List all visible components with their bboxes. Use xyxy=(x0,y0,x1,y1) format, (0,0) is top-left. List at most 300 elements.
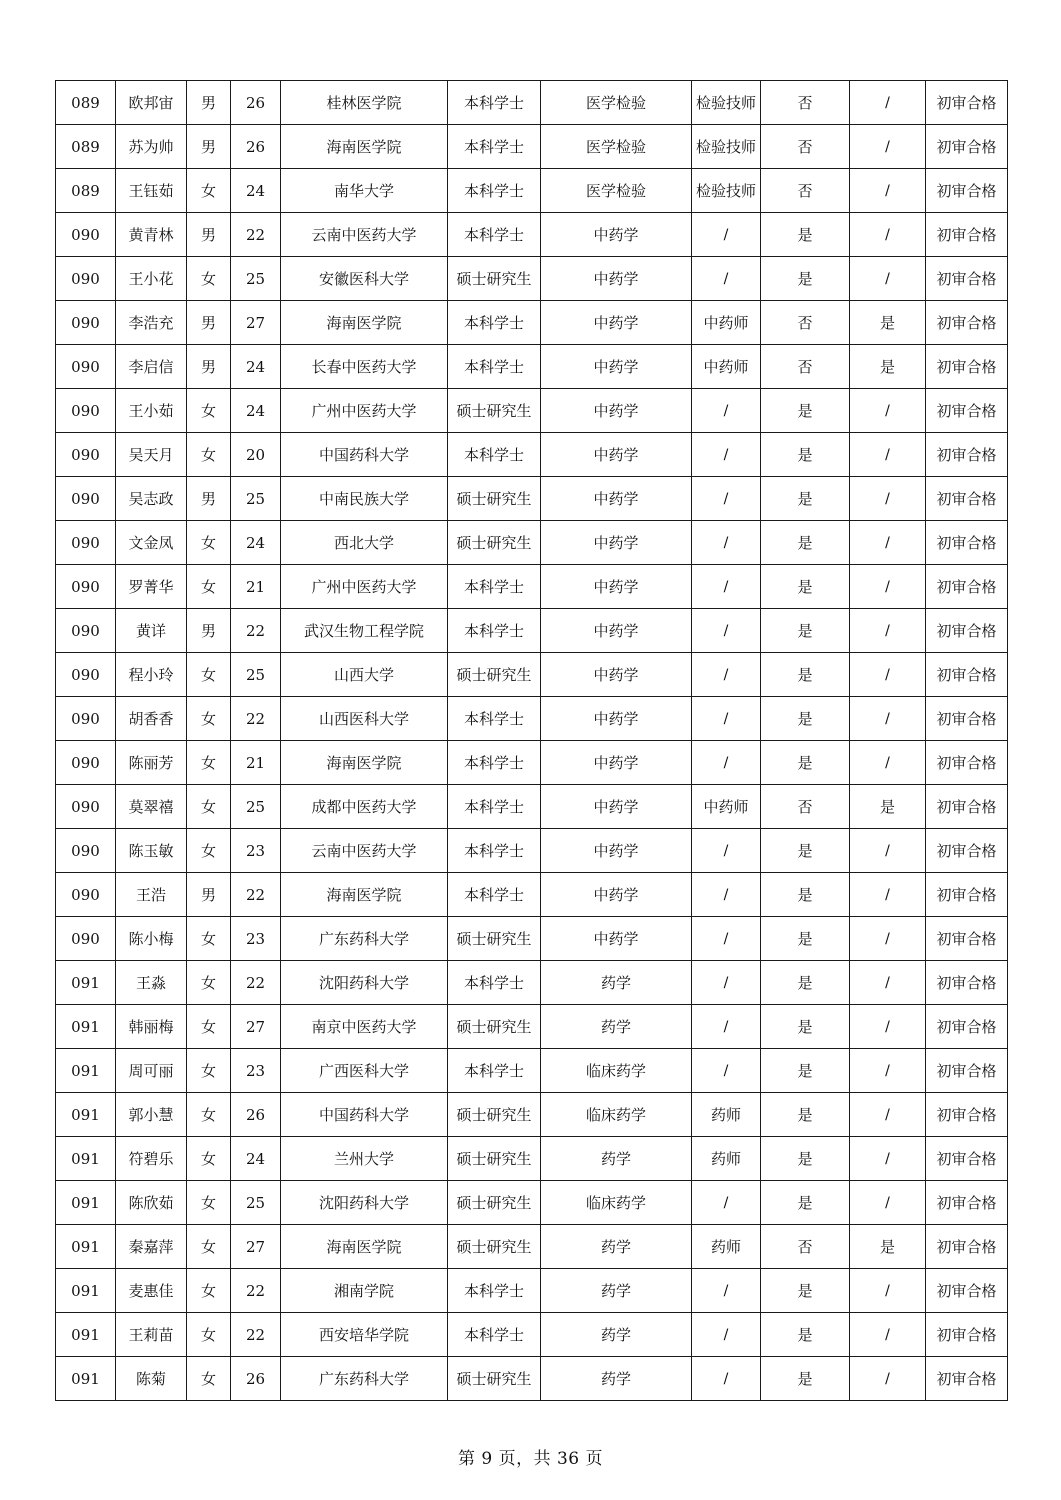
cell-qualification-certificate: / xyxy=(692,1269,761,1313)
cell-fresh-graduate: 是 xyxy=(761,389,850,433)
cell-major: 中药学 xyxy=(541,257,692,301)
cell-applicant-name: 吴志政 xyxy=(116,477,187,521)
cell-gender: 女 xyxy=(187,257,231,301)
cell-gender: 女 xyxy=(187,169,231,213)
cell-review-result: 初审合格 xyxy=(926,565,1008,609)
cell-school: 山西医科大学 xyxy=(281,697,448,741)
cell-applicant-name: 王莉苗 xyxy=(116,1313,187,1357)
cell-qualification-certificate: / xyxy=(692,1005,761,1049)
cell-applicant-name: 欧邦宙 xyxy=(116,81,187,125)
cell-position-code: 090 xyxy=(56,829,116,873)
cell-position-code: 091 xyxy=(56,1225,116,1269)
cell-local-hospital-experience: / xyxy=(850,477,926,521)
cell-age: 21 xyxy=(231,741,281,785)
cell-qualification-certificate: / xyxy=(692,697,761,741)
cell-local-hospital-experience: 是 xyxy=(850,301,926,345)
cell-school: 中南民族大学 xyxy=(281,477,448,521)
cell-age: 23 xyxy=(231,829,281,873)
cell-position-code: 090 xyxy=(56,653,116,697)
cell-review-result: 初审合格 xyxy=(926,125,1008,169)
cell-gender: 男 xyxy=(187,301,231,345)
table-row xyxy=(56,829,1008,873)
cell-position-code: 089 xyxy=(56,169,116,213)
cell-age: 21 xyxy=(231,565,281,609)
cell-qualification-certificate: 药师 xyxy=(692,1093,761,1137)
cell-school: 南京中医药大学 xyxy=(281,1005,448,1049)
table-row xyxy=(56,301,1008,345)
cell-position-code: 090 xyxy=(56,257,116,301)
cell-qualification-certificate: 中药师 xyxy=(692,345,761,389)
cell-school: 成都中医药大学 xyxy=(281,785,448,829)
cell-major: 临床药学 xyxy=(541,1181,692,1225)
table-row xyxy=(56,565,1008,609)
table-row xyxy=(56,785,1008,829)
cell-school: 武汉生物工程学院 xyxy=(281,609,448,653)
cell-degree: 本科学士 xyxy=(448,873,541,917)
cell-local-hospital-experience: / xyxy=(850,125,926,169)
table-row xyxy=(56,433,1008,477)
table-body xyxy=(56,81,1008,1401)
cell-fresh-graduate: 是 xyxy=(761,873,850,917)
cell-review-result: 初审合格 xyxy=(926,697,1008,741)
table-row xyxy=(56,1049,1008,1093)
cell-age: 20 xyxy=(231,433,281,477)
cell-major: 中药学 xyxy=(541,213,692,257)
cell-review-result: 初审合格 xyxy=(926,609,1008,653)
cell-major: 中药学 xyxy=(541,829,692,873)
cell-fresh-graduate: 是 xyxy=(761,1313,850,1357)
cell-review-result: 初审合格 xyxy=(926,653,1008,697)
cell-qualification-certificate: / xyxy=(692,741,761,785)
cell-gender: 女 xyxy=(187,521,231,565)
cell-fresh-graduate: 是 xyxy=(761,829,850,873)
cell-major: 中药学 xyxy=(541,433,692,477)
cell-position-code: 091 xyxy=(56,1093,116,1137)
cell-fresh-graduate: 是 xyxy=(761,477,850,521)
cell-age: 26 xyxy=(231,81,281,125)
cell-fresh-graduate: 是 xyxy=(761,609,850,653)
cell-local-hospital-experience: / xyxy=(850,1005,926,1049)
cell-fresh-graduate: 否 xyxy=(761,345,850,389)
table-row xyxy=(56,1005,1008,1049)
cell-position-code: 091 xyxy=(56,961,116,1005)
cell-gender: 男 xyxy=(187,81,231,125)
cell-applicant-name: 秦嘉萍 xyxy=(116,1225,187,1269)
cell-major: 临床药学 xyxy=(541,1049,692,1093)
cell-degree: 本科学士 xyxy=(448,301,541,345)
cell-local-hospital-experience: / xyxy=(850,81,926,125)
cell-school: 中国药科大学 xyxy=(281,1093,448,1137)
cell-gender: 男 xyxy=(187,125,231,169)
cell-degree: 本科学士 xyxy=(448,213,541,257)
cell-degree: 本科学士 xyxy=(448,81,541,125)
cell-applicant-name: 韩丽梅 xyxy=(116,1005,187,1049)
cell-school: 海南医学院 xyxy=(281,301,448,345)
cell-major: 药学 xyxy=(541,1005,692,1049)
cell-qualification-certificate: / xyxy=(692,389,761,433)
cell-age: 25 xyxy=(231,257,281,301)
cell-fresh-graduate: 是 xyxy=(761,1049,850,1093)
table-row xyxy=(56,169,1008,213)
table-row xyxy=(56,741,1008,785)
cell-major: 医学检验 xyxy=(541,125,692,169)
cell-degree: 硕士研究生 xyxy=(448,917,541,961)
cell-age: 22 xyxy=(231,873,281,917)
cell-fresh-graduate: 是 xyxy=(761,521,850,565)
cell-gender: 女 xyxy=(187,785,231,829)
cell-gender: 女 xyxy=(187,565,231,609)
cell-local-hospital-experience: / xyxy=(850,521,926,565)
cell-fresh-graduate: 是 xyxy=(761,917,850,961)
cell-age: 22 xyxy=(231,213,281,257)
cell-school: 海南医学院 xyxy=(281,873,448,917)
cell-school: 云南中医药大学 xyxy=(281,213,448,257)
cell-fresh-graduate: 是 xyxy=(761,257,850,301)
cell-review-result: 初审合格 xyxy=(926,433,1008,477)
cell-gender: 女 xyxy=(187,917,231,961)
cell-school: 广东药科大学 xyxy=(281,1357,448,1401)
cell-local-hospital-experience: / xyxy=(850,1313,926,1357)
cell-gender: 女 xyxy=(187,1005,231,1049)
cell-position-code: 090 xyxy=(56,213,116,257)
cell-degree: 本科学士 xyxy=(448,1313,541,1357)
cell-local-hospital-experience: / xyxy=(850,917,926,961)
cell-degree: 硕士研究生 xyxy=(448,477,541,521)
cell-review-result: 初审合格 xyxy=(926,257,1008,301)
cell-degree: 硕士研究生 xyxy=(448,521,541,565)
cell-gender: 女 xyxy=(187,1049,231,1093)
cell-school: 广州中医药大学 xyxy=(281,565,448,609)
table-row xyxy=(56,1225,1008,1269)
cell-age: 24 xyxy=(231,169,281,213)
cell-fresh-graduate: 否 xyxy=(761,1225,850,1269)
cell-position-code: 090 xyxy=(56,433,116,477)
cell-fresh-graduate: 是 xyxy=(761,565,850,609)
cell-age: 24 xyxy=(231,521,281,565)
cell-review-result: 初审合格 xyxy=(926,81,1008,125)
cell-age: 22 xyxy=(231,609,281,653)
cell-review-result: 初审合格 xyxy=(926,1269,1008,1313)
table-row xyxy=(56,697,1008,741)
cell-review-result: 初审合格 xyxy=(926,301,1008,345)
cell-review-result: 初审合格 xyxy=(926,1005,1008,1049)
cell-major: 中药学 xyxy=(541,477,692,521)
cell-age: 23 xyxy=(231,917,281,961)
cell-fresh-graduate: 是 xyxy=(761,213,850,257)
cell-age: 26 xyxy=(231,125,281,169)
cell-major: 中药学 xyxy=(541,697,692,741)
cell-applicant-name: 罗菁华 xyxy=(116,565,187,609)
table-row xyxy=(56,873,1008,917)
cell-review-result: 初审合格 xyxy=(926,1093,1008,1137)
cell-position-code: 090 xyxy=(56,785,116,829)
cell-major: 中药学 xyxy=(541,521,692,565)
cell-local-hospital-experience: 是 xyxy=(850,785,926,829)
table-row xyxy=(56,1313,1008,1357)
cell-applicant-name: 黄青林 xyxy=(116,213,187,257)
table-row xyxy=(56,257,1008,301)
cell-school: 湘南学院 xyxy=(281,1269,448,1313)
cell-local-hospital-experience: / xyxy=(850,433,926,477)
cell-degree: 硕士研究生 xyxy=(448,1093,541,1137)
cell-major: 临床药学 xyxy=(541,1093,692,1137)
cell-major: 中药学 xyxy=(541,917,692,961)
cell-gender: 男 xyxy=(187,609,231,653)
cell-fresh-graduate: 是 xyxy=(761,1005,850,1049)
cell-applicant-name: 陈玉敏 xyxy=(116,829,187,873)
cell-qualification-certificate: 检验技师 xyxy=(692,125,761,169)
cell-applicant-name: 麦惠佳 xyxy=(116,1269,187,1313)
cell-major: 中药学 xyxy=(541,741,692,785)
table-row xyxy=(56,1357,1008,1401)
cell-review-result: 初审合格 xyxy=(926,1137,1008,1181)
cell-applicant-name: 莫翠禧 xyxy=(116,785,187,829)
cell-position-code: 091 xyxy=(56,1137,116,1181)
table-row xyxy=(56,1269,1008,1313)
cell-major: 药学 xyxy=(541,1137,692,1181)
cell-qualification-certificate: / xyxy=(692,477,761,521)
cell-qualification-certificate: 中药师 xyxy=(692,301,761,345)
cell-degree: 硕士研究生 xyxy=(448,1005,541,1049)
cell-fresh-graduate: 是 xyxy=(761,961,850,1005)
cell-review-result: 初审合格 xyxy=(926,169,1008,213)
cell-applicant-name: 陈菊 xyxy=(116,1357,187,1401)
cell-school: 安徽医科大学 xyxy=(281,257,448,301)
cell-school: 南华大学 xyxy=(281,169,448,213)
cell-local-hospital-experience: / xyxy=(850,697,926,741)
cell-major: 医学检验 xyxy=(541,169,692,213)
cell-qualification-certificate: / xyxy=(692,873,761,917)
cell-local-hospital-experience: / xyxy=(850,1181,926,1225)
cell-position-code: 090 xyxy=(56,917,116,961)
cell-gender: 女 xyxy=(187,697,231,741)
cell-local-hospital-experience: / xyxy=(850,213,926,257)
cell-review-result: 初审合格 xyxy=(926,389,1008,433)
cell-qualification-certificate: / xyxy=(692,609,761,653)
cell-degree: 硕士研究生 xyxy=(448,1225,541,1269)
cell-degree: 本科学士 xyxy=(448,785,541,829)
table-row xyxy=(56,609,1008,653)
cell-qualification-certificate: / xyxy=(692,213,761,257)
cell-qualification-certificate: / xyxy=(692,521,761,565)
table-row xyxy=(56,389,1008,433)
table-row xyxy=(56,81,1008,125)
cell-fresh-graduate: 是 xyxy=(761,741,850,785)
cell-applicant-name: 郭小慧 xyxy=(116,1093,187,1137)
cell-gender: 女 xyxy=(187,653,231,697)
cell-gender: 女 xyxy=(187,1269,231,1313)
cell-review-result: 初审合格 xyxy=(926,961,1008,1005)
cell-qualification-certificate: 检验技师 xyxy=(692,81,761,125)
cell-local-hospital-experience: 是 xyxy=(850,1225,926,1269)
cell-age: 25 xyxy=(231,477,281,521)
cell-qualification-certificate: / xyxy=(692,829,761,873)
table-row xyxy=(56,521,1008,565)
cell-applicant-name: 王小茹 xyxy=(116,389,187,433)
cell-school: 海南医学院 xyxy=(281,1225,448,1269)
cell-age: 25 xyxy=(231,653,281,697)
cell-school: 沈阳药科大学 xyxy=(281,961,448,1005)
cell-qualification-certificate: 中药师 xyxy=(692,785,761,829)
cell-major: 中药学 xyxy=(541,565,692,609)
cell-school: 广东药科大学 xyxy=(281,917,448,961)
cell-major: 药学 xyxy=(541,1313,692,1357)
cell-position-code: 090 xyxy=(56,301,116,345)
cell-qualification-certificate: / xyxy=(692,565,761,609)
cell-school: 桂林医学院 xyxy=(281,81,448,125)
cell-age: 24 xyxy=(231,345,281,389)
cell-age: 24 xyxy=(231,1137,281,1181)
table-row xyxy=(56,477,1008,521)
cell-review-result: 初审合格 xyxy=(926,917,1008,961)
cell-school: 兰州大学 xyxy=(281,1137,448,1181)
cell-age: 27 xyxy=(231,301,281,345)
cell-applicant-name: 吴天月 xyxy=(116,433,187,477)
cell-major: 中药学 xyxy=(541,389,692,433)
cell-position-code: 091 xyxy=(56,1313,116,1357)
cell-school: 沈阳药科大学 xyxy=(281,1181,448,1225)
cell-major: 药学 xyxy=(541,1357,692,1401)
cell-gender: 女 xyxy=(187,433,231,477)
cell-fresh-graduate: 是 xyxy=(761,1269,850,1313)
cell-qualification-certificate: / xyxy=(692,1049,761,1093)
cell-degree: 硕士研究生 xyxy=(448,389,541,433)
cell-school: 山西大学 xyxy=(281,653,448,697)
cell-fresh-graduate: 否 xyxy=(761,125,850,169)
cell-applicant-name: 陈丽芳 xyxy=(116,741,187,785)
cell-degree: 本科学士 xyxy=(448,697,541,741)
cell-local-hospital-experience: / xyxy=(850,1269,926,1313)
table-row xyxy=(56,125,1008,169)
cell-school: 海南医学院 xyxy=(281,741,448,785)
cell-gender: 女 xyxy=(187,741,231,785)
cell-position-code: 091 xyxy=(56,1269,116,1313)
cell-applicant-name: 苏为帅 xyxy=(116,125,187,169)
cell-applicant-name: 陈欣茹 xyxy=(116,1181,187,1225)
cell-position-code: 090 xyxy=(56,609,116,653)
cell-qualification-certificate: / xyxy=(692,433,761,477)
cell-qualification-certificate: / xyxy=(692,653,761,697)
cell-position-code: 090 xyxy=(56,389,116,433)
cell-fresh-graduate: 否 xyxy=(761,301,850,345)
cell-age: 27 xyxy=(231,1225,281,1269)
cell-gender: 女 xyxy=(187,1093,231,1137)
cell-school: 中国药科大学 xyxy=(281,433,448,477)
cell-applicant-name: 文金凤 xyxy=(116,521,187,565)
cell-position-code: 090 xyxy=(56,521,116,565)
cell-gender: 男 xyxy=(187,345,231,389)
cell-local-hospital-experience: / xyxy=(850,1093,926,1137)
cell-review-result: 初审合格 xyxy=(926,873,1008,917)
cell-applicant-name: 周可丽 xyxy=(116,1049,187,1093)
cell-major: 药学 xyxy=(541,1225,692,1269)
cell-school: 海南医学院 xyxy=(281,125,448,169)
cell-applicant-name: 王钰茹 xyxy=(116,169,187,213)
cell-degree: 本科学士 xyxy=(448,345,541,389)
cell-qualification-certificate: / xyxy=(692,1181,761,1225)
cell-age: 23 xyxy=(231,1049,281,1093)
cell-position-code: 091 xyxy=(56,1357,116,1401)
cell-qualification-certificate: / xyxy=(692,1313,761,1357)
cell-position-code: 089 xyxy=(56,81,116,125)
cell-gender: 女 xyxy=(187,1181,231,1225)
cell-degree: 本科学士 xyxy=(448,829,541,873)
cell-review-result: 初审合格 xyxy=(926,1357,1008,1401)
cell-gender: 女 xyxy=(187,1137,231,1181)
cell-age: 25 xyxy=(231,1181,281,1225)
cell-major: 中药学 xyxy=(541,653,692,697)
cell-degree: 硕士研究生 xyxy=(448,257,541,301)
cell-age: 27 xyxy=(231,1005,281,1049)
table-row xyxy=(56,1137,1008,1181)
cell-qualification-certificate: 药师 xyxy=(692,1225,761,1269)
cell-qualification-certificate: / xyxy=(692,917,761,961)
cell-age: 24 xyxy=(231,389,281,433)
cell-qualification-certificate: / xyxy=(692,1357,761,1401)
cell-degree: 硕士研究生 xyxy=(448,653,541,697)
table-row xyxy=(56,1093,1008,1137)
cell-gender: 男 xyxy=(187,213,231,257)
cell-fresh-graduate: 否 xyxy=(761,169,850,213)
cell-school: 西北大学 xyxy=(281,521,448,565)
table-row xyxy=(56,961,1008,1005)
cell-local-hospital-experience: / xyxy=(850,741,926,785)
cell-gender: 女 xyxy=(187,961,231,1005)
cell-age: 22 xyxy=(231,1269,281,1313)
cell-school: 西安培华学院 xyxy=(281,1313,448,1357)
cell-degree: 本科学士 xyxy=(448,741,541,785)
cell-major: 中药学 xyxy=(541,785,692,829)
cell-local-hospital-experience: / xyxy=(850,169,926,213)
cell-position-code: 090 xyxy=(56,873,116,917)
cell-gender: 男 xyxy=(187,477,231,521)
cell-review-result: 初审合格 xyxy=(926,521,1008,565)
cell-applicant-name: 王浩 xyxy=(116,873,187,917)
table-row xyxy=(56,345,1008,389)
cell-applicant-name: 符碧乐 xyxy=(116,1137,187,1181)
cell-review-result: 初审合格 xyxy=(926,477,1008,521)
table-row xyxy=(56,917,1008,961)
cell-local-hospital-experience: / xyxy=(850,961,926,1005)
cell-degree: 本科学士 xyxy=(448,125,541,169)
cell-major: 中药学 xyxy=(541,345,692,389)
cell-fresh-graduate: 是 xyxy=(761,1181,850,1225)
cell-degree: 硕士研究生 xyxy=(448,1137,541,1181)
table-row xyxy=(56,1181,1008,1225)
cell-fresh-graduate: 是 xyxy=(761,697,850,741)
cell-fresh-graduate: 否 xyxy=(761,81,850,125)
cell-applicant-name: 李浩充 xyxy=(116,301,187,345)
cell-position-code: 089 xyxy=(56,125,116,169)
cell-qualification-certificate: / xyxy=(692,961,761,1005)
cell-review-result: 初审合格 xyxy=(926,1049,1008,1093)
cell-age: 26 xyxy=(231,1093,281,1137)
cell-review-result: 初审合格 xyxy=(926,829,1008,873)
cell-degree: 硕士研究生 xyxy=(448,1181,541,1225)
cell-local-hospital-experience: / xyxy=(850,829,926,873)
cell-qualification-certificate: / xyxy=(692,257,761,301)
cell-gender: 女 xyxy=(187,1313,231,1357)
cell-degree: 本科学士 xyxy=(448,169,541,213)
cell-school: 云南中医药大学 xyxy=(281,829,448,873)
cell-applicant-name: 陈小梅 xyxy=(116,917,187,961)
cell-local-hospital-experience: / xyxy=(850,653,926,697)
applicant-table xyxy=(55,80,1008,1401)
cell-position-code: 091 xyxy=(56,1005,116,1049)
cell-local-hospital-experience: / xyxy=(850,565,926,609)
cell-qualification-certificate: 检验技师 xyxy=(692,169,761,213)
cell-gender: 女 xyxy=(187,829,231,873)
